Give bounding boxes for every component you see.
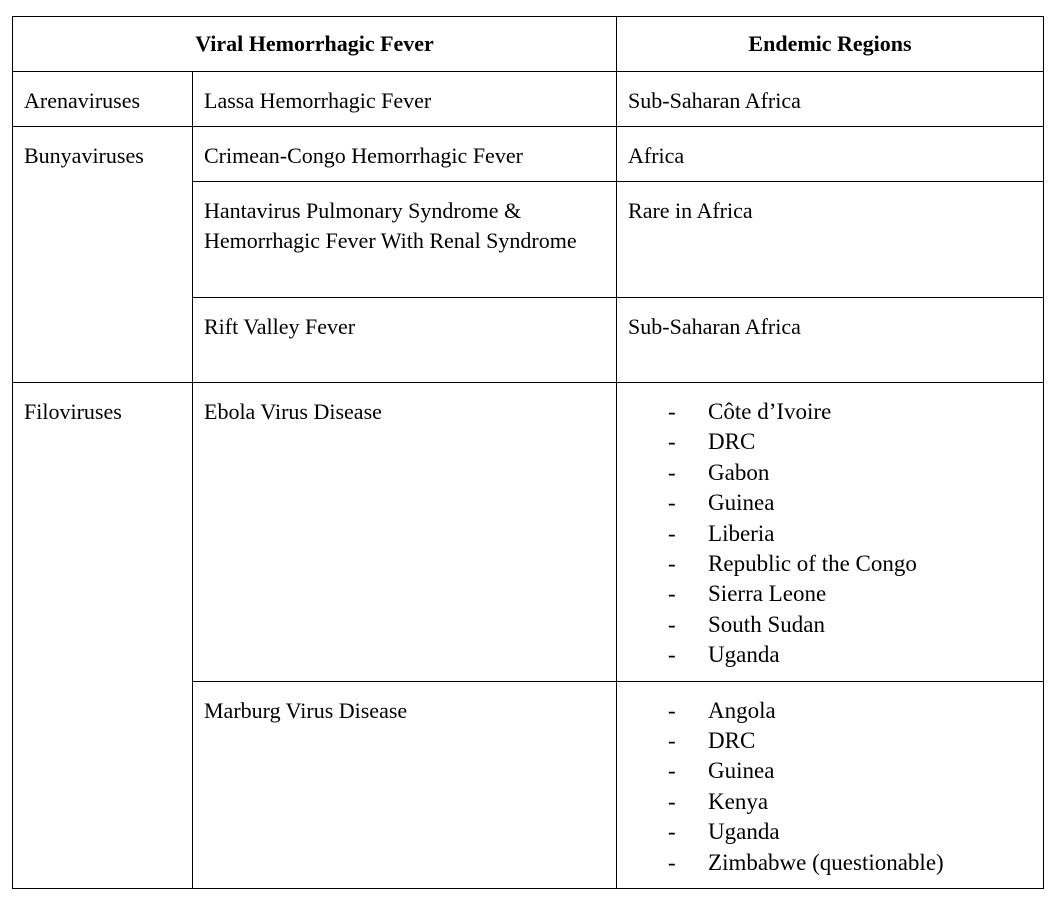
- list-item: [668, 640, 1032, 670]
- list-item: [668, 610, 1032, 640]
- region-name: Guinea: [708, 758, 775, 784]
- list-bullet: -: [668, 490, 676, 516]
- disease-cell: [193, 298, 617, 383]
- list-bullet: -: [668, 758, 676, 784]
- region-name: Uganda: [708, 642, 780, 668]
- region-name: South Sudan: [708, 611, 825, 637]
- family-filoviruses: Filoviruses: [24, 399, 122, 424]
- family-cell: [13, 383, 193, 889]
- header-row: [13, 17, 1044, 72]
- list-bullet: -: [668, 551, 676, 577]
- list-item: [668, 817, 1032, 847]
- disease-ebola: Ebola Virus Disease: [204, 399, 382, 424]
- list-bullet: -: [668, 697, 676, 723]
- disease-rift: Rift Valley Fever: [204, 314, 356, 339]
- disease-marburg: Marburg Virus Disease: [204, 697, 408, 723]
- list-bullet: -: [668, 399, 676, 424]
- disease-cell: [193, 127, 617, 182]
- region-rift: Sub-Saharan Africa: [628, 314, 801, 339]
- list-bullet: -: [668, 611, 676, 637]
- list-item: [668, 458, 1032, 488]
- region-name: Gabon: [708, 459, 770, 485]
- header-fever: Viral Hemorrhagic Fever: [13, 17, 617, 72]
- list-item: [668, 427, 1032, 457]
- family-cell: [13, 127, 193, 383]
- region-list-marburg: [628, 682, 1032, 888]
- table-row: [13, 383, 1044, 682]
- region-cell: [617, 681, 1044, 888]
- list-bullet: -: [668, 849, 676, 875]
- list-item: [668, 848, 1032, 878]
- region-name: Uganda: [708, 819, 780, 845]
- disease-hanta: Hantavirus Pulmonary Syndrome & Hemorrhagic Fever With Renal Syndrome: [204, 198, 577, 253]
- disease-cell: [193, 72, 617, 127]
- region-name: Republic of the Congo: [708, 551, 917, 577]
- region-name: Guinea: [708, 490, 775, 516]
- disease-cell: [193, 383, 617, 682]
- family-arenaviruses: Arenaviruses: [24, 88, 141, 113]
- list-bullet: -: [668, 581, 676, 607]
- list-item: [668, 488, 1032, 518]
- list-item: [668, 756, 1032, 786]
- list-bullet: -: [668, 459, 676, 485]
- list-bullet: -: [668, 788, 676, 814]
- region-name: Liberia: [708, 520, 775, 546]
- list-bullet: -: [668, 642, 676, 668]
- region-cell: [617, 182, 1044, 298]
- table-row: [13, 72, 1044, 127]
- region-cell: [617, 298, 1044, 383]
- list-item: [668, 397, 1032, 427]
- disease-cell: [193, 681, 617, 888]
- header-regions: Endemic Regions: [617, 17, 1044, 72]
- vhf-table: [12, 16, 1044, 889]
- list-item: [668, 787, 1032, 817]
- list-item: [668, 519, 1032, 549]
- list-item: [668, 549, 1032, 579]
- disease-cell: [193, 182, 617, 298]
- region-lassa: Sub-Saharan Africa: [628, 88, 801, 113]
- region-name: Zimbabwe (questionable): [708, 849, 944, 875]
- list-bullet: -: [668, 520, 676, 546]
- list-bullet: -: [668, 728, 676, 754]
- region-name: Kenya: [708, 788, 769, 814]
- region-cell: [617, 127, 1044, 182]
- disease-cchf: Crimean-Congo Hemorrhagic Fever: [204, 143, 523, 168]
- family-cell: [13, 72, 193, 127]
- family-bunyaviruses: Bunyaviruses: [24, 143, 144, 168]
- list-item: [668, 696, 1032, 726]
- region-cell: [617, 383, 1044, 682]
- region-cchf: Africa: [628, 143, 685, 168]
- region-hanta: Rare in Africa: [628, 198, 753, 223]
- list-item: [668, 726, 1032, 756]
- region-name: Sierra Leone: [708, 581, 827, 607]
- region-name: Côte d’Ivoire: [708, 399, 832, 424]
- list-bullet: -: [668, 819, 676, 845]
- region-list-ebola: [628, 383, 1032, 681]
- list-bullet: -: [668, 429, 676, 455]
- list-item: [668, 579, 1032, 609]
- table-row: [13, 127, 1044, 182]
- disease-lassa: Lassa Hemorrhagic Fever: [204, 88, 432, 113]
- region-name: DRC: [708, 728, 756, 754]
- region-name: DRC: [708, 429, 756, 455]
- region-name: Angola: [708, 697, 776, 723]
- region-cell: [617, 72, 1044, 127]
